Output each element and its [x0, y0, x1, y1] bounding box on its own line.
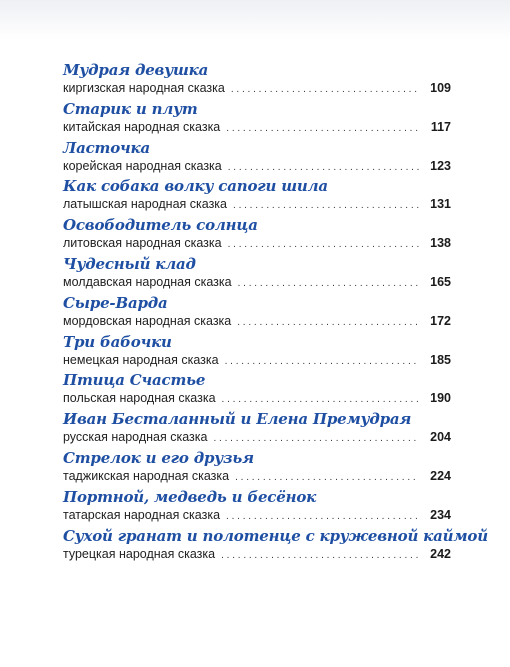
tale-origin-line — [63, 274, 451, 292]
tale-title: Освободитель солнца — [63, 216, 258, 235]
dot-leader — [221, 548, 419, 564]
tale-origin: китайская народная сказка — [63, 119, 221, 134]
toc-entry — [63, 294, 451, 333]
dot-leader — [237, 315, 419, 331]
tale-title: Птица Счастье — [63, 371, 206, 390]
tale-title: Портной, медведь и бесёнок — [63, 487, 317, 506]
tale-origin-line — [63, 235, 451, 253]
page-number: 242 — [430, 546, 451, 561]
tale-title: Три бабочки — [63, 332, 172, 351]
tale-origin: немецкая народная сказка — [63, 352, 219, 367]
dot-leader — [226, 121, 419, 137]
tale-origin: литовская народная сказка — [63, 236, 222, 251]
toc-entry — [63, 371, 451, 410]
page-number: 190 — [430, 391, 451, 406]
toc-entry — [63, 488, 451, 527]
dot-leader — [226, 509, 419, 525]
toc-entry — [63, 449, 451, 488]
tale-title: Как собака волку сапоги шила — [63, 177, 328, 196]
tale-origin: татарская народная сказка — [63, 507, 221, 522]
toc-entry — [63, 177, 451, 216]
dot-leader — [231, 82, 419, 98]
toc-entry — [63, 100, 451, 139]
tale-origin: латышская народная сказка — [63, 197, 228, 212]
tale-origin-line — [63, 80, 451, 98]
dot-leader — [213, 431, 419, 447]
dot-leader — [238, 276, 419, 292]
tale-origin: молдавская народная сказка — [63, 274, 232, 289]
page-number: 165 — [430, 274, 451, 289]
tale-title: Сухой гранат и полотенце с кружевной каймой — [63, 526, 488, 545]
tale-origin: киргизская народная сказка — [63, 81, 225, 95]
toc-entry — [63, 139, 451, 178]
tale-title: Чудесный клад — [63, 254, 196, 273]
tale-origin: русская народная сказка — [63, 430, 208, 445]
tale-origin: мордовская народная сказка — [63, 313, 232, 328]
table-of-contents — [63, 61, 488, 565]
tale-title: Стрелок и его друзья — [63, 448, 254, 467]
dot-leader — [222, 392, 419, 408]
tale-title: Иван Бесталанный и Елена Премудрая — [63, 410, 412, 429]
tale-origin-line — [63, 158, 451, 176]
tale-title: Ласточка — [63, 138, 150, 157]
tale-origin-line — [63, 313, 451, 331]
dot-leader — [225, 354, 419, 370]
page-number: 138 — [430, 236, 451, 251]
page-number: 185 — [430, 352, 451, 367]
toc-entry — [63, 216, 451, 255]
dot-leader — [228, 160, 419, 176]
dot-leader — [235, 470, 419, 486]
page-number: 131 — [430, 197, 451, 212]
tale-title: Сыре-Варда — [63, 293, 168, 312]
page-number: 172 — [430, 313, 451, 328]
tale-origin-line — [63, 546, 451, 564]
dot-leader — [228, 237, 419, 253]
tale-origin-line — [63, 196, 451, 214]
tale-origin: таджикская народная сказка — [63, 468, 230, 483]
tale-title: Мудрая девушка — [63, 61, 209, 79]
tale-origin-line — [63, 119, 451, 137]
tale-title: Старик и плут — [63, 99, 198, 118]
tale-origin: турецкая народная сказка — [63, 546, 216, 561]
tale-origin-line — [63, 468, 451, 486]
page-number: 234 — [430, 507, 451, 522]
page-number: 117 — [430, 119, 451, 134]
tale-origin-line — [63, 352, 451, 370]
toc-entry — [63, 410, 451, 449]
toc-entry — [63, 61, 451, 100]
tale-origin: польская народная сказка — [63, 391, 216, 406]
toc-entry — [63, 255, 451, 294]
tale-origin: корейская народная сказка — [63, 158, 222, 173]
page-top-shading — [0, 0, 510, 40]
page-number: 109 — [430, 81, 451, 95]
page-number: 123 — [430, 158, 451, 173]
page-number: 204 — [430, 430, 451, 445]
tale-origin-line — [63, 429, 451, 447]
tale-origin-line — [63, 507, 451, 525]
tale-origin-line — [63, 390, 451, 408]
page-number: 224 — [430, 468, 451, 483]
toc-entry — [63, 333, 451, 372]
dot-leader — [233, 198, 419, 214]
toc-entry — [63, 526, 488, 566]
